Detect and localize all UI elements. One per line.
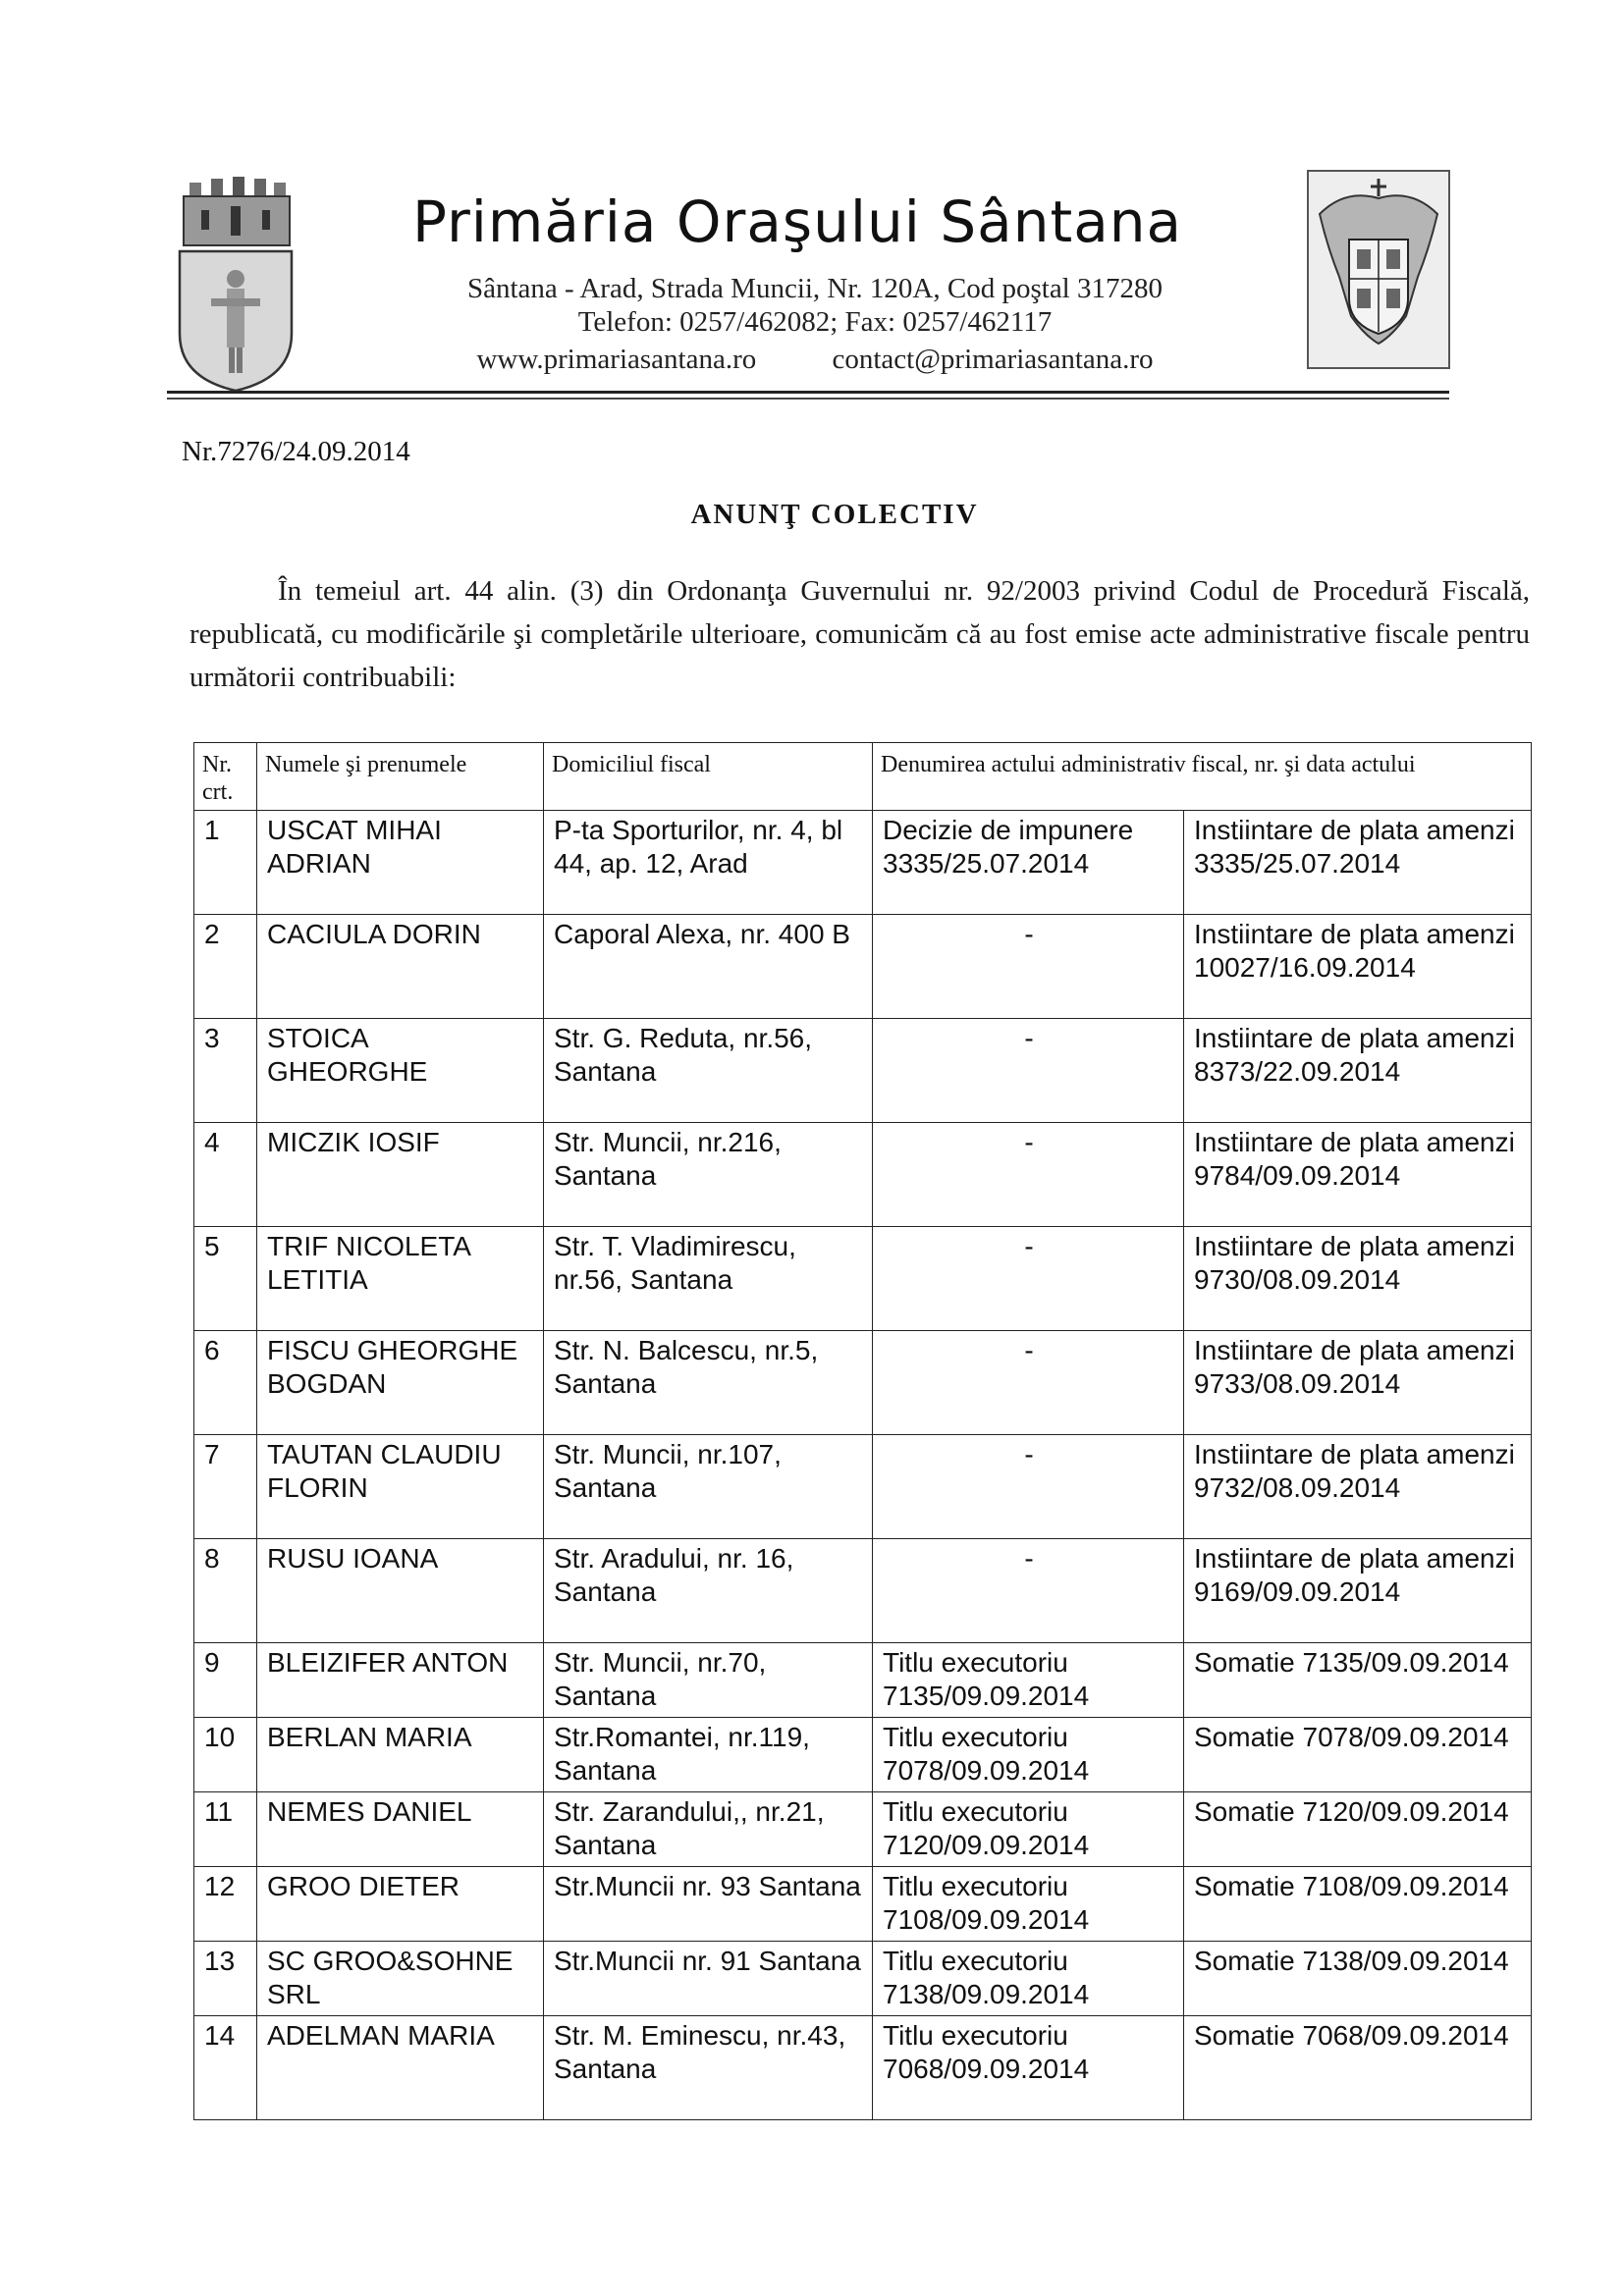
cell-name: STOICA GHEORGHE <box>257 1019 544 1123</box>
cell-domicile: Str. Zarandului,, nr.21, Santana <box>544 1792 873 1867</box>
cell-domicile: Str.Muncii nr. 93 Santana <box>544 1867 873 1942</box>
table-row <box>194 1643 1532 1718</box>
header-name: Numele şi prenumele <box>257 743 544 811</box>
cell-name: CACIULA DORIN <box>257 915 544 1019</box>
cell-name: BERLAN MARIA <box>257 1718 544 1792</box>
cell-domicile: Str. Muncii, nr.70, Santana <box>544 1643 873 1718</box>
cell-domicile: P-ta Sporturilor, nr. 4, bl 44, ap. 12, Arad <box>544 811 873 915</box>
header-nr: Nr. crt. <box>194 743 257 811</box>
romania-coat-of-arms-icon <box>1306 169 1451 370</box>
cell-domicile: Str.Romantei, nr.119, Santana <box>544 1718 873 1792</box>
institution-phone-fax: Telefon: 0257/462082; Fax: 0257/462117 <box>577 306 1053 338</box>
cell-nr: 7 <box>194 1435 257 1539</box>
cell-domicile: Str. Muncii, nr.107, Santana <box>544 1435 873 1539</box>
cell-decision: - <box>873 1539 1184 1643</box>
email-link[interactable]: contact@primariasantana.ro <box>832 344 1154 375</box>
table-row <box>194 1435 1532 1539</box>
cell-nr: 11 <box>194 1792 257 1867</box>
cell-decision: Titlu executoriu 7078/09.09.2014 <box>873 1718 1184 1792</box>
cell-notice: Somatie 7108/09.09.2014 <box>1184 1867 1532 1942</box>
cell-domicile: Str.Muncii nr. 91 Santana <box>544 1942 873 2016</box>
cell-nr: 6 <box>194 1331 257 1435</box>
cell-decision: - <box>873 1435 1184 1539</box>
cell-nr: 12 <box>194 1867 257 1942</box>
table-row <box>194 1227 1532 1331</box>
cell-domicile: Str. G. Reduta, nr.56, Santana <box>544 1019 873 1123</box>
cell-name: GROO DIETER <box>257 1867 544 1942</box>
table-row <box>194 1792 1532 1867</box>
cell-name: TRIF NICOLETA LETITIA <box>257 1227 544 1331</box>
cell-notice: Somatie 7138/09.09.2014 <box>1184 1942 1532 2016</box>
institution-contacts <box>393 344 1237 376</box>
cell-decision: - <box>873 1123 1184 1227</box>
cell-domicile: Caporal Alexa, nr. 400 B <box>544 915 873 1019</box>
cell-notice: Somatie 7120/09.09.2014 <box>1184 1792 1532 1867</box>
header-act: Denumirea actului administrativ fiscal, nr. şi data actului <box>873 743 1532 811</box>
cell-name: FISCU GHEORGHE BOGDAN <box>257 1331 544 1435</box>
cell-nr: 9 <box>194 1643 257 1718</box>
table-row <box>194 1019 1532 1123</box>
cell-name: BLEIZIFER ANTON <box>257 1643 544 1718</box>
institution-title: Primăria Oraşului Sântana <box>412 188 1183 255</box>
document-number: Nr.7276/24.09.2014 <box>182 436 410 467</box>
cell-name: RUSU IOANA <box>257 1539 544 1643</box>
table-row <box>194 1331 1532 1435</box>
cell-decision: Titlu executoriu 7068/09.09.2014 <box>873 2016 1184 2120</box>
cell-decision: Titlu executoriu 7108/09.09.2014 <box>873 1867 1184 1942</box>
table-row <box>194 1718 1532 1792</box>
cell-notice: Instiintare de plata amenzi 9732/08.09.2014 <box>1184 1435 1532 1539</box>
table-row <box>194 811 1532 915</box>
cell-notice: Instiintare de plata amenzi 3335/25.07.2014 <box>1184 811 1532 915</box>
cell-domicile: Str. M. Eminescu, nr.43, Santana <box>544 2016 873 2120</box>
table-row <box>194 1539 1532 1643</box>
cell-notice: Instiintare de plata amenzi 9169/09.09.2014 <box>1184 1539 1532 1643</box>
cell-notice: Instiintare de plata amenzi 10027/16.09.2014 <box>1184 915 1532 1019</box>
header-divider <box>167 391 1449 394</box>
website-link[interactable]: www.primariasantana.ro <box>476 344 757 375</box>
santana-coat-of-arms-icon <box>172 177 299 393</box>
cell-decision: - <box>873 1227 1184 1331</box>
table-row <box>194 2016 1532 2120</box>
cell-domicile: Str. T. Vladimirescu, nr.56, Santana <box>544 1227 873 1331</box>
cell-nr: 8 <box>194 1539 257 1643</box>
cell-domicile: Str. Aradului, nr. 16, Santana <box>544 1539 873 1643</box>
cell-decision: Titlu executoriu 7120/09.09.2014 <box>873 1792 1184 1867</box>
cell-notice: Instiintare de plata amenzi 9730/08.09.2014 <box>1184 1227 1532 1331</box>
cell-nr: 4 <box>194 1123 257 1227</box>
cell-nr: 3 <box>194 1019 257 1123</box>
cell-name: TAUTAN CLAUDIU FLORIN <box>257 1435 544 1539</box>
cell-name: USCAT MIHAI ADRIAN <box>257 811 544 915</box>
table-row <box>194 1867 1532 1942</box>
cell-decision: - <box>873 1331 1184 1435</box>
document-heading: ANUNŢ COLECTIV <box>690 499 979 530</box>
intro-paragraph: În temeiul art. 44 alin. (3) din Ordonanţa Guvernului nr. 92/2003 privind Codul de Procedură Fiscală, republicată, cu modificările şi completările ulterioare, comunicăm că au fost emise acte administrative fiscale pentru următorii contribuabili: <box>189 575 1530 693</box>
cell-decision: - <box>873 915 1184 1019</box>
cell-notice: Somatie 7078/09.09.2014 <box>1184 1718 1532 1792</box>
cell-nr: 14 <box>194 2016 257 2120</box>
cell-name: SC GROO&SOHNE SRL <box>257 1942 544 2016</box>
cell-nr: 13 <box>194 1942 257 2016</box>
cell-notice: Somatie 7135/09.09.2014 <box>1184 1643 1532 1718</box>
cell-name: MICZIK IOSIF <box>257 1123 544 1227</box>
cell-nr: 2 <box>194 915 257 1019</box>
institution-address: Sântana - Arad, Strada Muncii, Nr. 120A, Cod poştal 317280 <box>467 273 1163 304</box>
table-row <box>194 1942 1532 2016</box>
cell-domicile: Str. Muncii, nr.216, Santana <box>544 1123 873 1227</box>
cell-notice: Somatie 7068/09.09.2014 <box>1184 2016 1532 2120</box>
table-row <box>194 1123 1532 1227</box>
cell-decision: Decizie de impunere 3335/25.07.2014 <box>873 811 1184 915</box>
cell-notice: Instiintare de plata amenzi 8373/22.09.2014 <box>1184 1019 1532 1123</box>
cell-nr: 5 <box>194 1227 257 1331</box>
cell-notice: Instiintare de plata amenzi 9733/08.09.2014 <box>1184 1331 1532 1435</box>
table-row <box>194 915 1532 1019</box>
contributors-table <box>193 742 1532 2120</box>
cell-nr: 1 <box>194 811 257 915</box>
cell-decision: Titlu executoriu 7138/09.09.2014 <box>873 1942 1184 2016</box>
table-header-row <box>194 743 1532 811</box>
cell-name: ADELMAN MARIA <box>257 2016 544 2120</box>
cell-domicile: Str. N. Balcescu, nr.5, Santana <box>544 1331 873 1435</box>
cell-notice: Instiintare de plata amenzi 9784/09.09.2014 <box>1184 1123 1532 1227</box>
header-domicile: Domiciliul fiscal <box>544 743 873 811</box>
cell-name: NEMES DANIEL <box>257 1792 544 1867</box>
cell-decision: Titlu executoriu 7135/09.09.2014 <box>873 1643 1184 1718</box>
cell-nr: 10 <box>194 1718 257 1792</box>
header-divider-secondary <box>167 398 1449 400</box>
cell-decision: - <box>873 1019 1184 1123</box>
